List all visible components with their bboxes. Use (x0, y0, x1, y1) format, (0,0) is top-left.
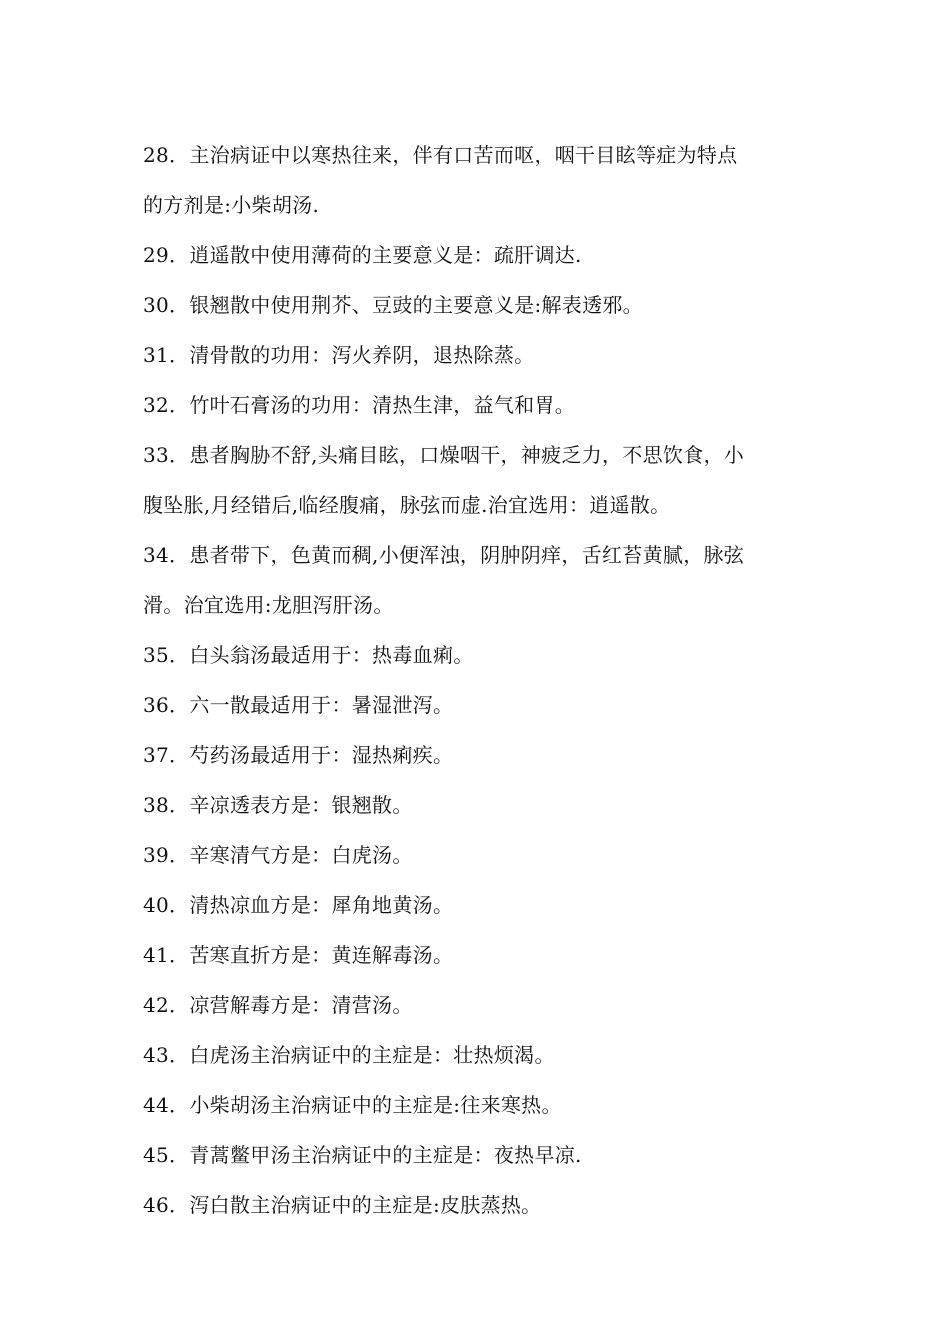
document-body (143, 130, 808, 1230)
text-line-34a: 34．患者带下，色黄而稠,小便浑浊，阴肿阴痒，舌红苔黄腻，脉弦 (143, 543, 745, 567)
text-line-34b: 滑。治宜选用:龙胆泻肝汤。 (143, 593, 394, 617)
text-line-37: 37．芍药汤最适用于：湿热痢疾。 (143, 743, 454, 767)
text-line-29: 29．逍遥散中使用薄荷的主要意义是：疏肝调达. (143, 243, 582, 267)
text-line-35: 35．白头翁汤最适用于：热毒血痢。 (143, 643, 474, 667)
text-line-45: 45．青蒿鳖甲汤主治病证中的主症是：夜热早凉. (143, 1143, 582, 1167)
text-line-46: 46．泻白散主治病证中的主症是:皮肤蒸热。 (143, 1193, 542, 1217)
text-line-33a: 33．患者胸胁不舒,头痛目眩，口燥咽干，神疲乏力，不思饮食，小 (143, 443, 745, 467)
text-line-44: 44．小柴胡汤主治病证中的主症是:往来寒热。 (143, 1093, 562, 1117)
text-line-28b: 的方剂是:小柴胡汤. (143, 193, 320, 217)
text-line-38: 38．辛凉透表方是：银翘散。 (143, 793, 413, 817)
text-line-39: 39．辛寒清气方是：白虎汤。 (143, 843, 413, 867)
text-line-30: 30．银翘散中使用荆芥、豆豉的主要意义是:解表透邪。 (143, 293, 643, 317)
text-line-31: 31．清骨散的功用：泻火养阴，退热除蒸。 (143, 343, 535, 367)
text-line-42: 42．凉营解毒方是：清营汤。 (143, 993, 413, 1017)
text-line-36: 36．六一散最适用于：暑湿泄泻。 (143, 693, 454, 717)
text-line-40: 40．清热凉血方是：犀角地黄汤。 (143, 893, 454, 917)
text-line-43: 43．白虎汤主治病证中的主症是：壮热烦渴。 (143, 1043, 555, 1067)
text-line-41: 41．苦寒直折方是：黄连解毒汤。 (143, 943, 454, 967)
text-line-33b: 腹坠胀,月经错后,临经腹痛，脉弦而虚.治宜选用：逍遥散。 (143, 493, 671, 517)
text-line-28a: 28．主治病证中以寒热往来，伴有口苦而呕，咽干目眩等症为特点 (143, 143, 738, 167)
text-line-32: 32．竹叶石膏汤的功用：清热生津，益气和胃。 (143, 393, 576, 417)
